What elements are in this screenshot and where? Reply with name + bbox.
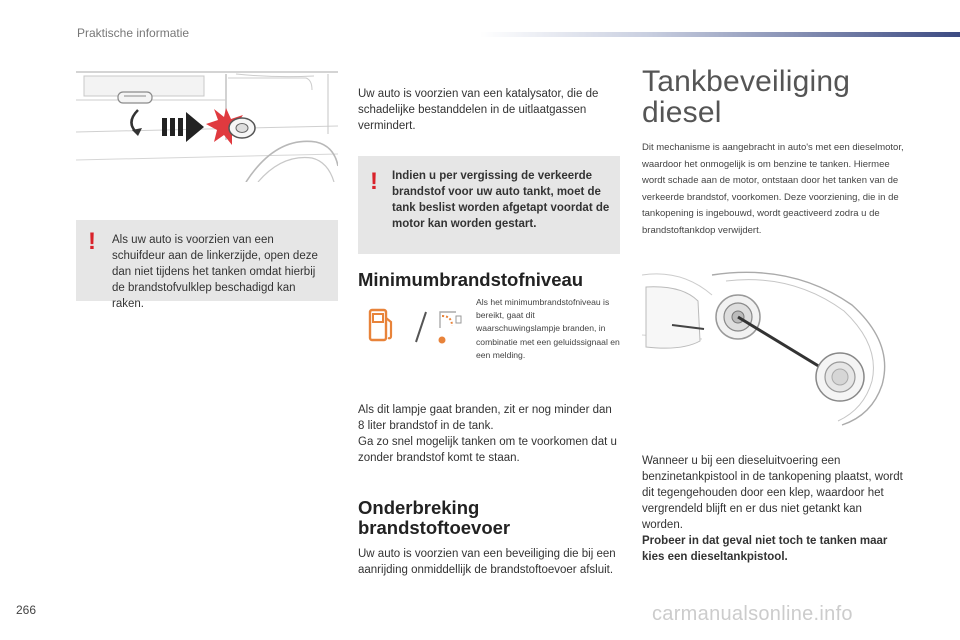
wrong-fuel-warning-box: [358, 156, 620, 254]
fuel-cutoff-title: [358, 498, 620, 538]
fuel-cutoff-title-line2: brandstoftoevoer: [358, 517, 511, 538]
section-header: Praktische informatie: [77, 26, 190, 40]
misfuel-device-illustration: [642, 265, 904, 427]
warning-icon: !: [88, 228, 96, 255]
warning-icon: !: [370, 168, 378, 195]
sliding-door-warning-text: Als uw auto is voorzien van een schuifdeur aan de linkerzijde, open deze dan niet tijdens het tanken omdat hierbij de brandstofvulklep beschadigd kan raken.: [112, 234, 318, 310]
wrong-fuel-warning-text: Indien u per vergissing de verkeerde brandstof voor uw auto tankt, moet de tank beslist worden afgetapt voordat de motor kan worden gestart.: [392, 170, 610, 230]
watermark: carmanualsonline.info: [652, 603, 853, 625]
min-level-text: Als dit lampje gaat branden, zit er nog minder dan 8 liter brandstof in de tank.: [358, 404, 612, 432]
low-fuel-lamp-icon: [366, 306, 476, 356]
low-fuel-lamp-caption: Als het minimumbrandstofniveau is bereikt, gaat dit waarschuwingslampje branden, in combinatie met een geluidssignaal en een melding.: [476, 297, 620, 360]
min-level-advice-text: Ga zo snel mogelijk tanken om te voorkomen dat u zonder brandstof komt te staan.: [358, 436, 617, 464]
sliding-door-figure: [76, 70, 338, 182]
left-column: [76, 70, 338, 310]
diesel-protection-title-line2: diesel: [642, 96, 722, 129]
diesel-protection-description: Dit mechanisme is aangebracht in auto's met een dieselmotor, waardoor het onmogelijk is om benzine te tanken. Hiermee wordt schade aan de motor, ontstaan door het tanken van de verkeerde brandstof, voorkomen. Deze voorziening, die in de tankopening is ingebouwd, wordt geactiveerd zodra u de brandstoftankdop verwijdert.: [642, 142, 904, 236]
catalyst-intro-text: Uw auto is voorzien van een katalysator, die de schadelijke bestanddelen in de uitlaatgassen vermindert.: [358, 88, 599, 132]
low-fuel-lamp-row: [358, 296, 620, 394]
misfuel-device-advice-text: Probeer in dat geval niet toch te tanken maar kies een dieseltankpistool.: [642, 535, 888, 563]
fuel-cutoff-title-line1: Onderbreking: [358, 497, 480, 518]
page-number: 266: [16, 603, 37, 617]
sliding-door-illustration: [76, 70, 338, 182]
misfuel-device-text: Wanneer u bij een dieseluitvoering een benzinetankpistool in de tankopening plaatst, wordt dit tegengehouden door een klep, waardoor het vergrendeld blijft en er dus niet getankt kan worden.: [642, 455, 903, 531]
misfuel-device-figure: [642, 265, 904, 427]
diesel-protection-title-line1: Tankbeveiliging: [642, 65, 851, 98]
fuel-cutoff-text: Uw auto is voorzien van een beveiliging die bij een aanrijding onmiddellijk de brandstoftoevoer afsluit.: [358, 548, 616, 576]
middle-column: [358, 70, 620, 578]
header-bar: [480, 32, 960, 37]
min-level-title: Minimumbrandstofniveau: [358, 269, 584, 290]
diesel-protection-title: [642, 66, 924, 128]
right-column: [642, 66, 924, 565]
sliding-door-warning-box: [76, 220, 338, 310]
